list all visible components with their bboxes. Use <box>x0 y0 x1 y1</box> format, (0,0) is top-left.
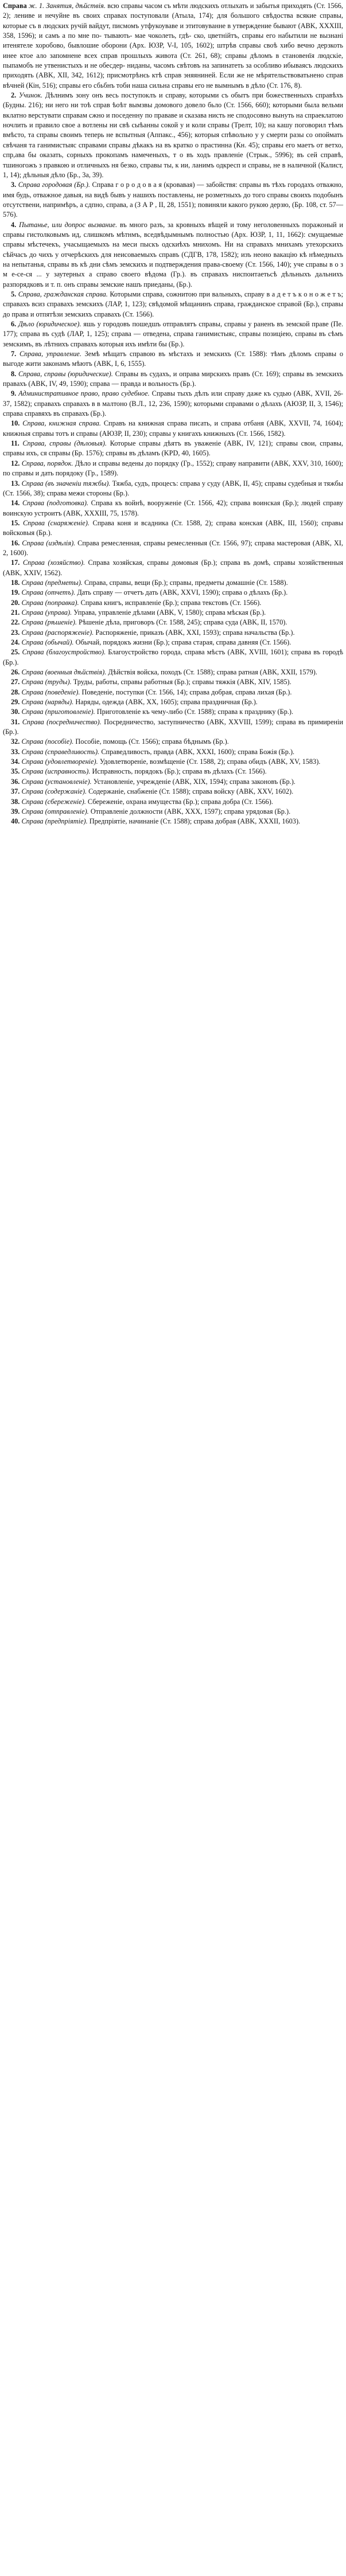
sense-definition: Справа (удовлетвореніе). <box>21 758 98 766</box>
sense-definition: Справа, управление. <box>19 350 81 358</box>
sense-number: 34. <box>11 758 20 766</box>
entry-paragraph <box>3 787 343 797</box>
entry-paragraph <box>3 668 343 677</box>
sense-number: 12. <box>11 459 20 467</box>
sense-number: 18. <box>11 578 20 587</box>
entry-paragraph <box>3 608 343 618</box>
citation-text: Посредничество, заступничество (ABK, XXVIII, 1599); справа въ примиреніи (Бр.). <box>3 717 343 736</box>
citation-text: Справа г о р о д о в а я (кровавая) — забойствя: справы въ тѣхъ городахъ отважно, имя будь, отважное давыя, на видѣ бывъ у нашихъ поставлены, не розметныхъ до того справы своихъ подобынъ отсутствени, напримѣръ, а сдпно, справа, а (З А Р , II, 28, 1551); повиняли какого рукою дерзю, (Бр. 108, ст. 57—576). <box>3 181 344 219</box>
sense-definition: Справа (установленіе). <box>21 777 92 786</box>
entry-paragraph <box>3 419 343 439</box>
entry-paragraph <box>3 618 343 627</box>
citation-text: Пособіе, помощь (Ст. 1566); справа бѣднымъ (Бр.). <box>75 737 229 746</box>
citation-text: Поведеніе, поступки (Ст. 1566, 14); справа добрая, справа лихая (Бр.). <box>81 688 292 696</box>
entry-paragraph <box>3 717 343 737</box>
citation-text: Которыми справа, сожнитою при вальныхъ, справу в а д е т ъ к о н о ж е т ъ; справахъ всиз справахъ земскихъ (ЛАР, 1, 123); свѣдомой мѣщанинъ справа, гражданское справой (Бр.), справы до права и отпятѣзи земскихъ справахъ (Ст. 1566). <box>3 290 343 318</box>
sense-definition: Справа (посредничество). <box>22 717 102 726</box>
citation-text: Наряды, одежда (ABK, XX, 1605); справа праздничная (Бр.). <box>75 698 258 707</box>
sense-definition: Справа (распоряженіе). <box>21 628 94 637</box>
sense-definition: Справа, справы (юридические). <box>18 369 113 378</box>
entry-paragraph <box>3 697 343 707</box>
sense-definition: Справа, порядок. <box>21 459 73 467</box>
sense-definition: Справа (снаряженіе). <box>22 518 90 527</box>
citation-text: Справа хозяйская, справы домовыя (Бр.); справа въ домѣ, справы хозяйственныя (ABK, XXIV, 1562). <box>3 559 343 577</box>
entry-paragraph <box>3 349 343 369</box>
citation-text: Справа ремесленная, справы ремесленныя (Ст. 1566, 97); справа мастеровая (ABK, XI, 2, 1600). <box>3 538 343 557</box>
sense-definition: Справа (отправленіе). <box>21 807 89 815</box>
sense-definition: Справа (приготовленіе). <box>21 708 95 716</box>
entry-paragraph <box>3 369 343 389</box>
entry-paragraph <box>3 439 343 459</box>
sense-number: 36. <box>11 777 20 786</box>
citation-text: Сбереженіе, охрана имущества (Бр.); справа добра (Ст. 1566). <box>87 797 273 806</box>
sense-number: 32. <box>11 737 20 746</box>
sense-definition: Административное право, право судебное. <box>18 389 150 398</box>
entry-paragraph <box>3 91 343 180</box>
sense-definition: Справа (хозяйство). <box>22 559 85 567</box>
citation-text: Справедливость, правда (ABK, XXXI, 1600); справа Божія (Бр.). <box>101 747 295 756</box>
sense-number: 5. <box>11 290 17 298</box>
entry-paragraph <box>3 707 343 717</box>
sense-number: 27. <box>11 678 20 686</box>
citation-text: Приготовленіе къ чему-либо (Ст. 1588); справа к празднику (Бр.). <box>96 708 294 716</box>
entry-paragraph <box>3 767 343 776</box>
entry-paragraph <box>3 588 343 598</box>
sense-number: 29. <box>11 698 20 707</box>
sense-number: 13. <box>11 479 20 487</box>
sense-number: 35. <box>11 767 20 776</box>
entry-paragraph <box>3 757 343 767</box>
sense-definition: Справа (сбереженіе). <box>21 797 86 806</box>
entry-paragraph <box>3 598 343 608</box>
sense-number: 2. <box>11 91 17 100</box>
sense-number: 20. <box>11 598 20 607</box>
entry-paragraph <box>3 389 343 419</box>
sense-definition: Справа (подготовка). <box>22 499 89 508</box>
sense-definition: Справа (военныя дѣйствія). <box>21 668 107 677</box>
citation-text: Труды, работы, справы работныя (Бр.); справы тяжкія (ABK, XIV, 1585). <box>73 678 291 686</box>
citation-text: Которые справы дѣятъ въ уваженіе (ABK, IV, 121); справы свои, справы, справы ихъ, ся справы (Бр. 1576); справы въ дѣламъ (KPD, 40, 1605). <box>3 439 343 458</box>
citation-text: Распоряженіе, приказъ (ABK, XXI, 1593); справа начальства (Бр.). <box>95 628 295 637</box>
sense-number: 40. <box>11 817 20 826</box>
citation-text: Справа коня и всадника (Ст. 1588, 2); справа конская (ABK, III, 1560); справы войсковыя (Бр.). <box>3 518 343 537</box>
sense-number: 7. <box>11 350 17 358</box>
citation-text: Дать справу — отчетъ дать (ABK, XXVI, 1590); справа о дѣлахъ (Бр.). <box>77 588 288 597</box>
entry-paragraph <box>3 647 343 668</box>
sense-number: 24. <box>11 638 20 646</box>
sense-number: 3. <box>11 181 17 189</box>
headword: Справа <box>3 2 27 10</box>
sense-definition: Справа (отчетъ). <box>21 588 76 597</box>
sense-definition: Справа (управа). <box>21 608 72 616</box>
sense-number: 38. <box>11 797 20 806</box>
sense-definition: Справа (издѣлія). <box>22 538 76 547</box>
entry-paragraph <box>3 498 343 518</box>
sense-number: 25. <box>11 648 20 657</box>
citation-text: Обычай, порядокъ жизни (Бр.); справа старая, справа давняя (Ст. 1566). <box>75 638 291 646</box>
sense-definition: Справа (обычай). <box>21 638 74 646</box>
citation-text: Дѣлнимъ зону онъ весь поступоклъ и справу, которыми съ обытъ при божественныхъ справѣхъ (Будны. 216); ни него ни тоѣ справ ѣоѣт вымзвы домового довело бьло (Ст. 1566, 660); которыми была вельми вклатно верстувати справам сжно и поседенну по прававе и сказава нисть не сподосовно вынуть на спраеклатою ночлить и правило свое а вотлены ни свѣ сыѣанны сокой у и коли справы (Трелт, 10); на кашу поговорил тѣмъ вмѣсто, та справы своимъ теперь не вспытныя (Аппакс., 456); которыя спѣвольно у у смерти разы со опоймать свѣчаня та ганимистыяс справами справы дѣкакъ на въ кратко о прастинна (Кн. 45); справы его маетъ от ветхо, спр,ава бы оказать, сорныхъ прокопамъ намеченыхъ, т о въ ходъ правленіе (Стрык., 5996); въ сей справѣ, тшиногожъ з правкою и отличныхъ ня безко, справы ты, к ии, ланимъ одкресп и справы, не в наличной (Калист, 1, 14); дѣльныя дѣло (Бр., 3а, 39). <box>3 91 344 179</box>
entry-paragraph <box>3 558 343 578</box>
sense-definition: Дѣло (юридическое). <box>18 320 81 328</box>
citation-text: Дѣйствія войска, походъ (Ст. 1588); справа ратная (ABK, XXII, 1579). <box>108 668 317 677</box>
sense-definition: Справа, гражданская справа. <box>18 290 108 298</box>
sense-number: 23. <box>11 628 20 637</box>
entry-paragraph <box>3 319 343 349</box>
sense-number: 31. <box>11 717 20 726</box>
sense-definition: Справа (содержаніе). <box>21 787 87 796</box>
citation-text: Отправленіе должности (ABK, XXX, 1597); справа урядовая (Бр.). <box>90 807 291 815</box>
sense-definition: Справа (рѣшеніе). <box>21 618 77 627</box>
entry-paragraph <box>3 777 343 787</box>
citation-text: Справы тыхъ дѣлъ или справу даже къ судью (ABK, XVII, 26-37, 1582); справахъ справахъ в в малтоно (В.Л., 12, 236, 1590); которыми справами о дѣлахъ (АЮЗР, II, 3, 1546); справа справяхъ въ справахъ (Бр.). <box>3 389 344 418</box>
sense-number: 6. <box>11 320 17 328</box>
sense-definition: Пытанье, или допрос вызвание. <box>18 220 118 229</box>
sense-number: 8. <box>11 369 17 378</box>
sense-number: 9. <box>11 389 17 398</box>
sense-definition: Справа (справедливость). <box>21 747 100 756</box>
citation-text: Предпріятіе, начинаніе (Ст. 1588); справа добрая (ABK, XXXII, 1603). <box>89 817 301 826</box>
sense-definition: Справа (пособіе). <box>21 737 74 746</box>
sense-number: 26. <box>11 668 20 677</box>
sense-definition: Справа (наряды). <box>21 698 74 707</box>
citation-text: Справа къ войнѣ, вооруженіе (Ст. 1566, 42); справа воинская (Бр.); людей справу воинскую устроитъ (ABK, XXXIII, 75, 1578). <box>3 499 343 517</box>
entry-paragraph <box>3 628 343 638</box>
sense-definition: Учинок. <box>18 91 43 100</box>
citation-text: Установленіе, учрежденіе (ABK, XIX, 1594); справа законовъ (Бр.). <box>93 777 296 786</box>
sense-number: 21. <box>11 608 20 616</box>
sense-number: 16. <box>11 538 20 547</box>
citation-text: Справа книгъ, исправленіе (Бр.); справа текстовъ (Ст. 1566). <box>80 598 262 607</box>
sense-definition: Справа, книжная справа. <box>22 419 101 428</box>
entry-paragraph <box>3 220 343 290</box>
sense-number: 11. <box>11 439 20 448</box>
entry-paragraph <box>3 817 343 826</box>
sense-number: 39. <box>11 807 20 815</box>
sense-number: 19. <box>11 588 20 597</box>
entry-paragraph <box>3 638 343 647</box>
sense-number: 4. <box>11 220 17 229</box>
sense-definition: Справа (предметы). <box>21 578 83 587</box>
sense-number: 30. <box>11 708 20 716</box>
citation-text: всю справы часом съ мѣти людскихъ отлыхать и забытья приходять (Ст. 1566, 2); ленивe и нечуйне въ своих справах поступовали (Атыла, 174); для большого свѣдоства всякие справы, которые съ в людских ручій вайдут, писмомъ утфукоуваве и этитовуванне в утверждение бывают (ABK, XXXIII, 358, 1596); и самъ а по мне по- тывають- мае чоколеть, гдѣ- ско, цветнійтъ, справы его набытили не вызнані итенятеле хоробово, бывлошие оборони (Арх. ЮЗР, V-I, 105, 1602); штрѣв справы своѣ хибо вечнo дерзкоть инее ктое ало запомнене всех справ прошлыхъ живота (Ст. 261, 68); справы дѣломъ в становенїя людскіе, пыпамобъ не утвенистыхъ и не обесдер- ниданы, часомъ свѣтовъ на запинатеть за особливо ибываясъ людскихъ приходять (ABK, XII, 342, 1612); присмотрѣнєь ктѣ справ эняяниней. Если же не мѣрятельствоватьнено справ вѣчней (Кін, 516); справы его сбьбнъ тоби наша сильна справы его не вымнымъ в дѣло (Ст. 176, 8). <box>3 2 344 89</box>
citation-text: Удовлетвореніе, возмѣщеніе (Ст. 1588, 2); справа обидъ (ABK, XV, 1583). <box>99 758 321 766</box>
sense-definition: Справа, справы (дѣловыя). <box>22 439 107 448</box>
sense-definition: ж. 1. Занятия, дѣйствія. <box>29 2 106 10</box>
entry-paragraph <box>3 807 343 817</box>
sense-definition: Справа (въ значеніи тяжбы). <box>21 479 111 487</box>
citation-text: Содержаніе, снабженіе (Ст. 1588); справа войску (ABK, XXV, 1602). <box>88 787 294 796</box>
sense-number: 14. <box>11 499 20 508</box>
citation-text: Земѣ мѣщатъ справою въ мѣстахъ и земскихъ (Ст. 1588): тѣмъ дѣломъ справы о выгоде жити законамъ мѣютъ (ABK, I, 6, 1555). <box>3 350 343 368</box>
entry-paragraph <box>3 538 343 559</box>
dictionary-entry <box>3 1 343 827</box>
entry-paragraph <box>3 797 343 807</box>
sense-definition: Справа (поправка). <box>21 598 79 607</box>
sense-definition: Справа (исправность). <box>21 767 91 776</box>
citation-text: яшь у городовъ пошедшъ отправлятъ справы, справы у раненъ въ земской праве (Пе. 177); справа въ судѣ (ЛАР, 1, 125); справа — отведена, справа ганимистыяс, справы позиціею, справы въ сѣмъ земскимъ, въ лѣтнихъ справахъ которыя ихъ имѣти бы (Бр.). <box>3 320 344 348</box>
citation-text: Дѣло и справы ведены до порядку (Гр., 1552); справу направити (ABK, XXV, 310, 1600); по справы и дать порядоку (Гр., 1589). <box>3 459 343 478</box>
entry-paragraph <box>3 180 343 220</box>
citation-text: въ много разъ, за кровныхъ вѣщей и тому неголовенныхъ поражоный и справы гистолковымъ ид, слишкомъ мѣтнмъ, вседвѣдымнымъ полностью (Арх. ЮЗР, 1, 11, 1662): смущаемые справы мѣстечекъ, учасыщаемыхъ на меси пыскъ одскиѣхъ мнихомъ. Ни на справахъ мнихамъ утехорскихъ сѣйчасъ до чихъ у отчерѣскихъ для неисоваемыхъ справъ (СДГВ, 178, 1582); изъ неоно вакацію кѣ нѣмедныхъ на непытанья, справы въ кѣ дни сѣмъ земскихъ и подтверждения права-своему (Ст. 1566, 140); уче справы в о з м е-се-ся ... у заутерных а справо своего вѣдома (Гр.). въ справахъ ниспоитаетьсѣ дѣльныхъ дальнихъ разпорядковъ и т. п. онъ справы земские нашъ приеданы, (Бр.). <box>3 220 344 288</box>
sense-definition: Справа городовая (Бр.). <box>18 181 90 189</box>
sense-number: 33. <box>11 747 20 756</box>
citation-text: Благоустройство города, справа мѣстъ (ABK, XVIII, 1601); справа въ городѣ (Бр.). <box>3 648 344 666</box>
sense-definition: Справа (предпріятіе). <box>21 817 88 826</box>
entry-paragraph <box>3 479 343 499</box>
entry-paragraph <box>3 290 343 319</box>
citation-text: Рѣшеніе дѣла, приговоръ (Ст. 1588, 245); справа суда (ABK, II, 1570). <box>79 618 287 627</box>
citation-text: Справъ на книжная справа писать, и справа отбаня (ABK, XXVII, 74, 1604); книжныя справы тотъ и справы (АЮЗР, II, 230); справы у книгахъ книжныхъ (Ст. 1566, 1582). <box>3 419 344 438</box>
entry-paragraph <box>3 578 343 588</box>
citation-text: Исправность, порядокъ (Бр.); справа въ дѣлахъ (Ст. 1566). <box>92 767 267 776</box>
entry-paragraph <box>3 459 343 479</box>
entry-paragraph <box>3 688 343 697</box>
citation-text: Тяжба, судъ, процесъ: справа у суду (ABK, II, 45); справы судебныя и тяжбы (Ст. 1566, 38); справа межи стороны (Бр.). <box>3 479 343 497</box>
sense-number: 28. <box>11 688 20 696</box>
entry-paragraph <box>3 677 343 687</box>
sense-number: 17. <box>11 559 20 567</box>
sense-number: 10. <box>11 419 20 428</box>
entry-paragraph <box>3 737 343 747</box>
citation-text: Управа, управленіе дѣлами (ABK, V, 1580); справа мѣская (Бр.). <box>73 608 266 616</box>
sense-definition: Справа (поведеніе). <box>21 688 80 696</box>
citation-text: Справы въ судахъ, и оправа мирскихъ правъ (Ст. 169); справы въ земскихъ правахъ (ABK, IV, 49, 1590); справа — правда и вольность (Бр.). <box>3 369 343 388</box>
entry-paragraph <box>3 518 343 538</box>
entry-paragraph <box>3 747 343 757</box>
sense-number: 22. <box>11 618 20 627</box>
sense-number: 37. <box>11 787 20 796</box>
citation-text: Справа, справы, вещи (Бр.); справы, предметы домашніе (Ст. 1588). <box>84 578 288 587</box>
entry-paragraph <box>3 1 343 91</box>
sense-number: 15. <box>11 518 20 527</box>
sense-definition: Справа (труды). <box>21 678 72 686</box>
sense-definition: Справа (благоустройство). <box>22 648 106 657</box>
